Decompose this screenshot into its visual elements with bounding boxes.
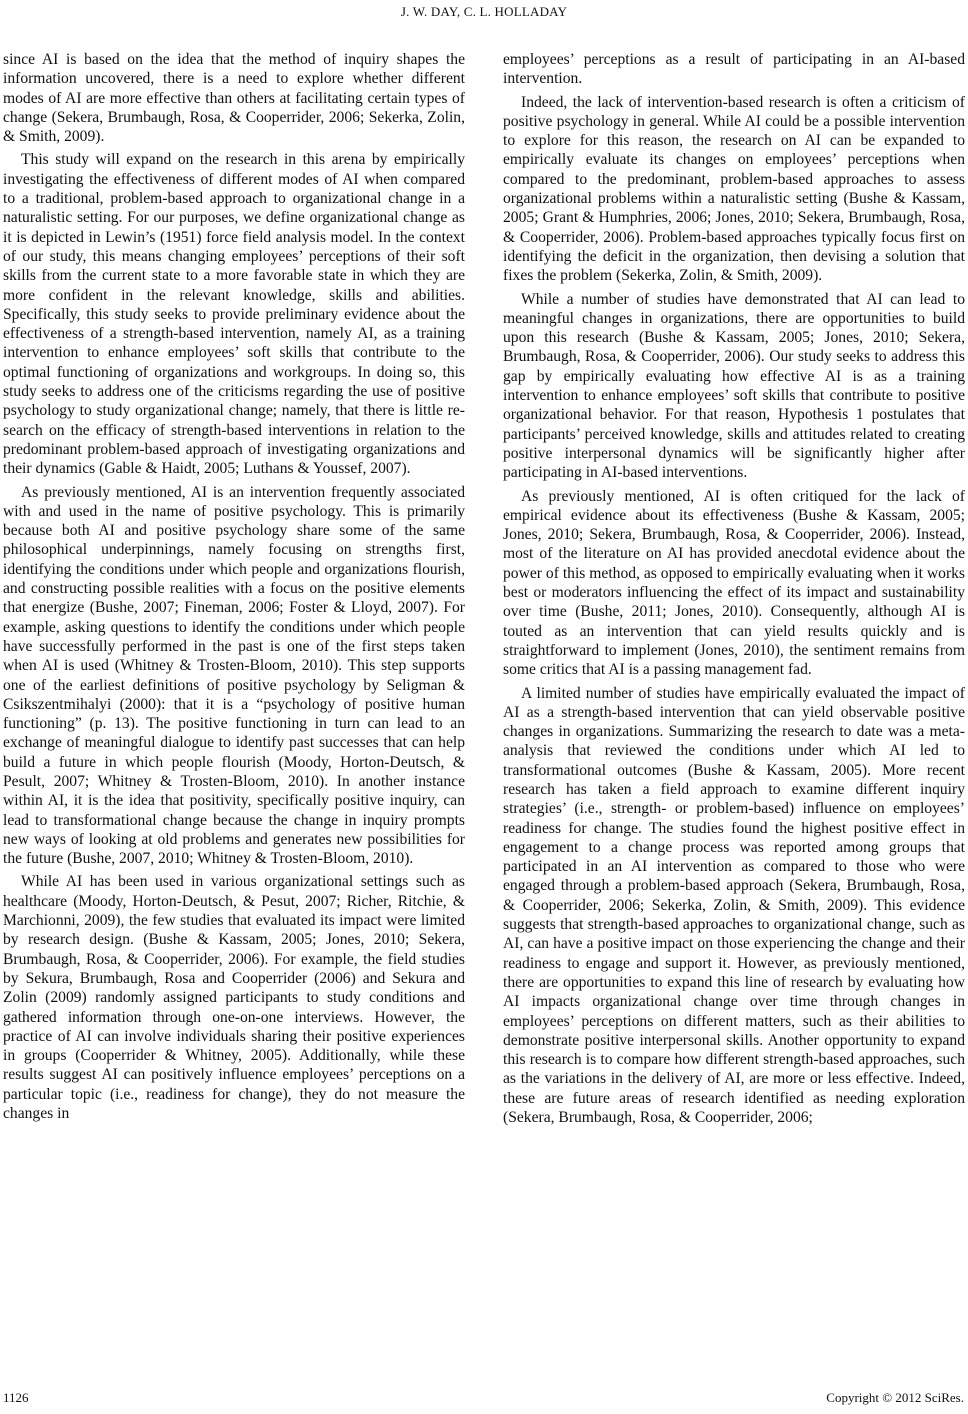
paragraph: Indeed, the lack of intervention-based research is often a criticism of positive psychology in general. While AI could be a possible intervention to explore for this reason, the research on AI can be expanded to empirically evaluate its changes on employees’ perceptions when compared to the predominant, problem-based approaches to assess organizational problems within a naturalistic setting (Bushe & Kassam, 2005; Grant & Humphries, 2006; Jones, 2010; Sekera, Brumbaugh, Rosa, & Cooperrider, 2006). Problem-based approaches typically focus first on identifying the deficit in the organization, then devising a solution that fixes the problem (Sekerka, Zolin, & Smith, 2009). bbox=[503, 93, 965, 285]
left-column bbox=[3, 50, 465, 1127]
running-head: J. W. DAY, C. L. HOLLADAY bbox=[400, 4, 568, 19]
paragraph: While AI has been used in various organizational settings such as healthcare (Moody, Horton-Deutsch, & Pesut, 2007; Richer, Ritchie, & Marchionni, 2009), the few studies that evaluated its impact were limited by research design. (Bushe & Kassam, 2005; Jones, 2010; Sekera, Brumbaugh, Rosa, & Cooperrider, 2006). For example, the field studies by Sekura, Brumbaugh, Rosa and Cooperrider (2006) and Sekura and Zolin (2009) randomly assigned participants to study conditions and gathered information through one-on-one interviews. However, the practice of AI can involve individuals sharing their positive experiences in groups (Cooperrider & Whitney, 2005). Additionally, while these results suggest AI can positively influence employees’ perceptions on a particular topic (i.e., readiness for change), they do not measure the changes in bbox=[3, 873, 465, 1123]
paragraph: A limited number of studies have empirically evaluated the impact of AI as a strength-based intervention that can yield observable positive changes in organizations. Summarizing the research to date was a meta-analysis that reviewed the conditions under which AI led to transformational outcomes (Bushe & Kassam, 2005). More recent research has taken a field approach to examine different inquiry strategies’ (i.e., strength- or problem-based) influence on employees’ readiness for change. The studies found the highest positive effect in engagement to a change process was reported among groups that participated in an AI intervention as compared to those who were engaged through a problem-based approach (Sekera, Brumbaugh, Rosa, & Cooperrider, 2006; Sekerka, Zolin, & Smith, 2009). This evidence suggests that strength-based approaches to organizational change, such as AI, can have a positive impact on those experiencing the change and their readiness to engage and support it. However, as previously mentioned, there are opportunities to expand this line of research by evaluating how AI impacts organizational change over time through changes in employees’ perceptions on different matters, such as their abilities to demonstrate positive interpersonal skills. Another opportunity to expand this research is to compare how different strength-based approaches, such as the variations in the delivery of AI, are more or less effective. Indeed, these are future areas of research identified as needing exploration (Sekera, Brumbaugh, Rosa, & Cooperrider, 2006; bbox=[503, 684, 965, 1127]
paragraph: since AI is based on the idea that the method of inquiry shapes the information uncovered, there is a need to explore whether different modes of AI are more effective than others at facilitating certain types of change (Sekera, Brumbaugh, Rosa, & Cooperrider, 2006; Sekerka, Zolin, & Smith, 2009). bbox=[3, 51, 465, 146]
paragraph: This study will expand on the research in this arena by empirically investigating the effectiveness of different modes of AI when compared to a traditional, problem-based approach to organizational change in a naturalistic setting. For our purposes, we define organizational change as it is depicted in Lewin’s (1951) force field analysis model. In the context of our study, this means changing employees’ perceptions of their soft skills from the current state to a more favorable state in which they are more confident in the relevant knowledge, skills and abilities. Specifically, this study seeks to provide preliminary evidence about the effectiveness of a strength-based intervention, namely AI, as a training intervention to enhance employees’ soft skills that contribute to the optimal functioning of organizations and workgroups. In doing so, this study seeks to address one of the criticisms regarding the use of positive psychology to study organizational change; namely, that there is little research on the efficacy of strength-based interventions in relation to the predominant problem-based approach of investigating organizations and their dynamics (Gable & Haidt, 2005; Luthans & Youssef, 2007). bbox=[3, 151, 465, 478]
paragraph: As previously mentioned, AI is often critiqued for the lack of empirical evidence about its effectiveness (Bushe & Kassam, 2005; Jones, 2010; Sekera, Brumbaugh, Rosa, & Cooperrider, 2006). Instead, most of the literature on AI has provided anecdotal evidence about the power of this method, as opposed to empirically evaluating when it works best or moderators influencing the effect of its impact and sustainability over time (Bushe, 2011; Jones, 2010). Consequently, although AI is touted as an intervention that can yield results quickly and is straightforward to implement (Jones, 2010), the sentiment remains from some critics that AI is a passing management fad. bbox=[503, 487, 965, 679]
paragraph: employees’ perceptions as a result of participating in an AI-based intervention. bbox=[503, 51, 965, 88]
paragraph: As previously mentioned, AI is an intervention frequently associated with and used in the name of positive psychology. This is primarily because both AI and positive psychology share some of the same philosophical underpinnings, namely focusing on strengths first, identifying the conditions under which people and organizations flourish, and constructing possible realities with a focus on the positive elements that energize (Bushe, 2007; Fineman, 2006; Foster & Lloyd, 2007). For example, asking questions to identify the conditions under which people have successfully performed in the past is one of the first steps taken when AI is used (Whitney & Trosten-Bloom, 2010). This step supports one of the earliest definitions of positive psychology by Seligman & Csikszentmihalyi (2000): that it is a “psychology of positive human functioning” (p. 13). The positive functioning in turn can lead to an exchange of meaningful dialogue to identify past successes that can help build a future in which people flourish (Moody, Horton-Deutsch, & Pesult, 2007; Whitney & Trosten-Bloom, 2010). In another instance within AI, it is the idea that positivity, specifically positive inquiry, can lead to transformational change because the change in inquiry prompts new ways of looking at old problems and generates new possibilities for the future (Bushe, 2007, 2010; Whitney & Trosten-Bloom, 2010). bbox=[3, 483, 465, 868]
page-number: 1126 bbox=[3, 1390, 29, 1405]
copyright-notice: Copyright © 2012 SciRes. bbox=[826, 1390, 964, 1405]
right-column bbox=[503, 50, 965, 1131]
paragraph: While a number of studies have demonstrated that AI can lead to meaningful changes in organizations, there are opportunities to build upon this research (Bushe & Kassam, 2005; Jones, 2010; Sekera, Brumbaugh, Rosa, & Cooperrider, 2006). Our study seeks to address this gap by empirically evaluating how effective AI is as a training intervention to enhance employees’ soft skills that contribute to positive organizational behavior. For that reason, Hypothesis 1 postulates that participants’ perceived knowledge, skills and attitudes related to creating positive interpersonal dynamics will be significantly higher after participating in AI-based interventions. bbox=[503, 290, 965, 482]
